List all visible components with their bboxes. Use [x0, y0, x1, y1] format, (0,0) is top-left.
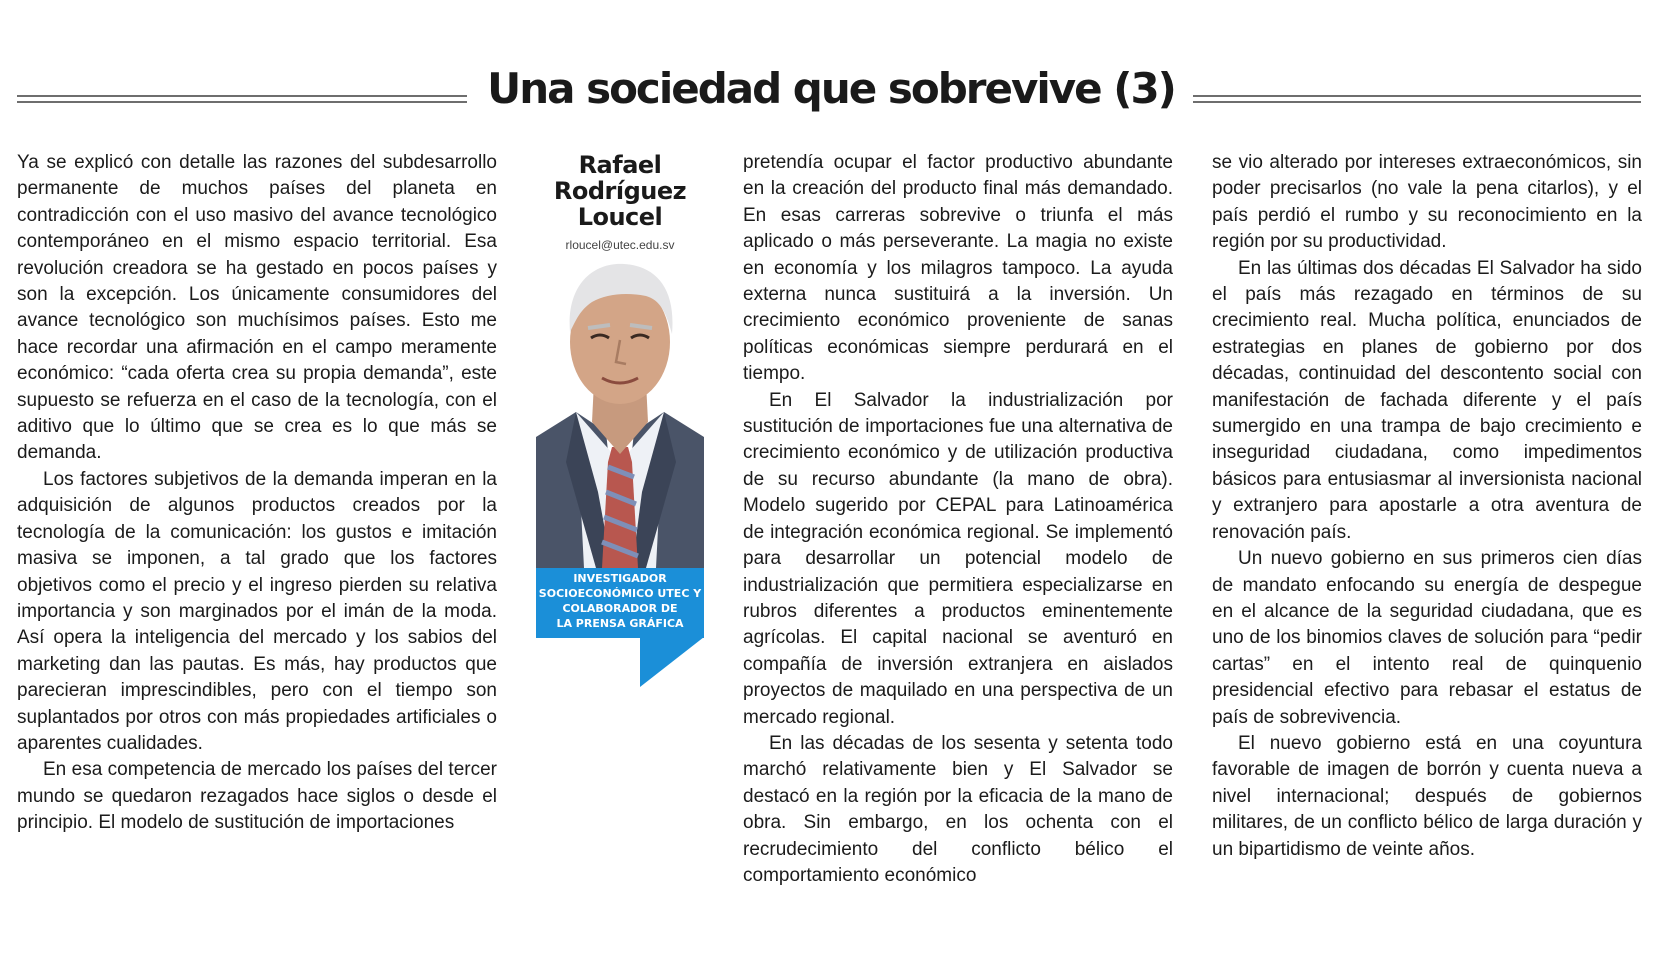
author-name-middle: Rodríguez	[553, 177, 687, 205]
paragraph: se vio alterado por intereses extraeconómicos, sin poder precisarlos (no vale la pena citarlos), y el país perdió el rumbo y su reconocimiento en la región por su productividad.	[1212, 152, 1642, 253]
author-name-first: Rafael	[578, 151, 662, 179]
paragraph: En esa competencia de mercado los países del tercer mundo se quedaron rezagados hace siglos o desde el principio. El modelo de sustitución de importaciones	[17, 759, 497, 834]
author-email[interactable]: rloucel@utec.edu.sv	[565, 238, 675, 252]
paragraph: Un nuevo gobierno en sus primeros cien días de mandato enfocando su energía de despegue en el alcance de la seguridad ciudadana, que es uno de los binomios claves de solución para “pedir cartas” en el intento real de quinquenio presidencial efectivo para rebasar el estatus de país de sobrevivencia.	[1212, 548, 1642, 728]
article-column-3	[1212, 150, 1642, 863]
author-byline	[535, 152, 705, 252]
article-headline: Una sociedad que sobrevive (3)	[487, 64, 1175, 113]
headline-rule-right	[1193, 95, 1641, 103]
paragraph: Ya se explicó con detalle las razones del subdesarrollo permanente de muchos países del planeta en contradicción con el uso masivo del avance tecnológico contemporáneo en el mismo espacio territorial. Esa revolución creadora se ha gestado en pocos países y son la excepción. Los únicamente consumidores del avance tecnológico son muchísimos países. Esto me hace recordar una afirmación en el campo meramente económico: “cada oferta crea su propia demanda”, este supuesto se refuerza en el caso de la tecnología, con el aditivo que lo último que se crea es lo que más se demanda.	[17, 152, 497, 464]
author-role-line: SOCIOECONÓMICO UTEC Y	[538, 587, 702, 600]
banner-tail	[536, 637, 704, 687]
author-role-line: COLABORADOR DE	[562, 602, 678, 615]
paragraph: pretendía ocupar el factor productivo abundante en la creación del producto final más demandado. En esas carreras sobrevive o triunfa el más aplicado o más perseverante. La magia no existe en economía y los milagros tampoco. La ayuda externa nunca sustituirá a la inversión. Un crecimiento económico proveniente de sanas políticas económicas siempre perdurará en el tiempo.	[743, 152, 1173, 385]
paragraph: En El Salvador la industrialización por sustitución de importaciones fue una alternativa de crecimiento económico y de utilización productiva de su recurso abundante (la mano de obra). Modelo sugerido por CEPAL para Latinoamérica de integración económica regional. Se implementó para desarrollar un potencial modelo de industrialización que permitiera especializarse en rubros diferentes a productos eminentemente agrícolas. El capital nacional se aventuró en compañía de inversión extranjera en aislados proyectos de maquilado en una perspectiva de un mercado regional.	[743, 389, 1173, 728]
paragraph: En las últimas dos décadas El Salvador ha sido el país más rezagado en términos de su crecimiento real. Mucha política, enunciados de estrategias en planes de gobierno por dos décadas, continuidad del descontento social con manifestación de fachada diferente y el país sumergido en una trampa de bajo crecimiento e inseguridad ciudadana, como impedimentos básicos para entusiasmar al inversionista nacional y extranjero para apostarle a otra aventura de renovación país.	[1212, 257, 1642, 543]
author-role-line: INVESTIGADOR	[573, 572, 667, 585]
article-column-1	[17, 150, 497, 837]
article-column-2	[743, 150, 1173, 889]
paragraph: En las décadas de los sesenta y setenta todo marchó relativamente bien y El Salvador se destacó en la región por la eficacia de la mano de obra. Sin embargo, en los ochenta con el recrudecimiento del conflicto bélico el comportamiento económico	[743, 732, 1173, 886]
paragraph: El nuevo gobierno está en una coyuntura favorable de imagen de borrón y cuenta nueva a nivel internacional; después de gobiernos militares, de un conflicto bélico de larga duración y un bipartidismo de veinte años.	[1212, 732, 1642, 860]
paragraph: Los factores subjetivos de la demanda imperan en la adquisición de algunos productos creados por la tecnología de la comunicación: los gustos e imitación masiva se imponen, a tal grado que los factores objetivos como el precio y el ingreso pierden su relativa importancia y son marginados por el imán de la moda. Así opera la inteligencia del mercado y los sabios del marketing dan las pautas. Es más, hay productos que parecieran imprescindibles, pero con el tiempo son suplantados por otros con más propiedades artificiales o aparentes cualidades.	[17, 468, 497, 754]
author-role-banner	[536, 568, 704, 638]
author-photo	[536, 262, 704, 568]
author-role-line: LA PRENSA GRÁFICA	[556, 617, 684, 630]
headline-rule-left	[17, 95, 467, 103]
author-name-last: Loucel	[577, 203, 663, 231]
